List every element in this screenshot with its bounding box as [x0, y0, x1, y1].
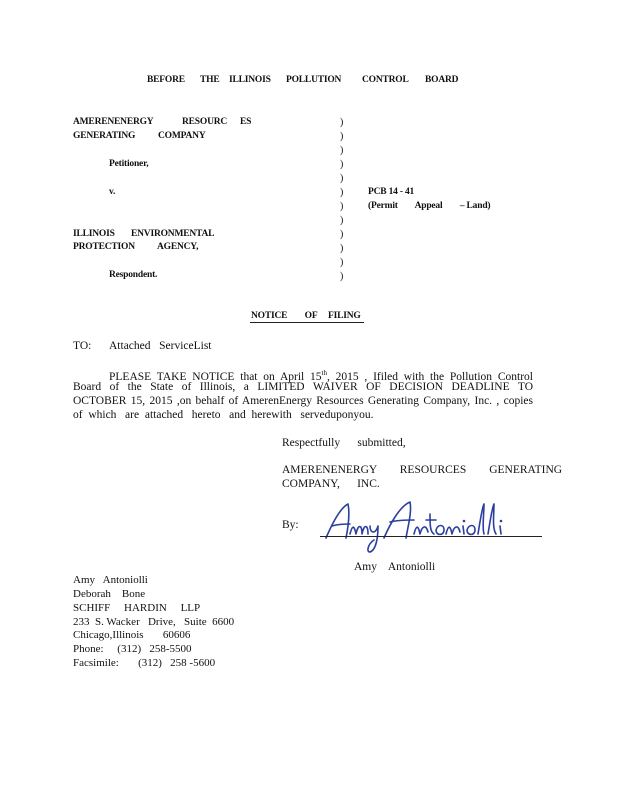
paren: ) — [340, 257, 344, 268]
respondent-word: PROTECTION — [73, 242, 135, 252]
caption-word: THE — [200, 75, 220, 85]
petitioner-word: COMPANY — [158, 131, 206, 141]
paren: ) — [340, 159, 344, 170]
paren: ) — [340, 271, 344, 282]
caption-word: POLLUTION — [286, 75, 342, 85]
counsel-name: Deborah Bone — [73, 588, 146, 600]
notice-title: NOTICE OF FILING — [251, 311, 361, 321]
caption-word: CONTROL — [362, 75, 409, 85]
counsel-name: Amy Antoniolli — [73, 574, 148, 586]
paren: ) — [340, 173, 344, 184]
company-line-2: COMPANY, INC. — [282, 478, 380, 490]
counsel-firm: SCHIFF HARDIN LLP — [73, 602, 201, 614]
body-line: OCTOBER 15, 2015 ,on behalf of AmerenEnergy Resources Generating Company, Inc. , copies — [73, 395, 533, 407]
caption-word: BOARD — [425, 75, 459, 85]
paren: ) — [340, 215, 344, 226]
notice-title-underline — [250, 322, 364, 323]
signature-image — [318, 494, 528, 556]
caption-title — [0, 75, 618, 89]
counsel-street: 233 S. Wacker Drive, Suite 6600 — [73, 616, 235, 628]
counsel-fax: Facsimile: (312) 258 -5600 — [73, 657, 216, 669]
signature-text: Amy Antoniolli — [318, 494, 325, 495]
petitioner-role: Petitioner, — [109, 159, 149, 169]
paren: ) — [340, 187, 344, 198]
paren: ) — [340, 131, 344, 142]
respondent-word: ENVIRONMENTAL — [131, 229, 215, 239]
body-line: PLEASE TAKE NOTICE that on April 15th, 2015 , Ifiled with the Pollution Control — [109, 369, 533, 383]
paren: ) — [340, 201, 344, 212]
caption-word: ILLINOIS — [229, 75, 271, 85]
company-line-1: AMERENENERGY RESOURCES GENERATING — [282, 464, 563, 476]
respondent-word: AGENCY, — [157, 242, 199, 252]
versus-label: v. — [109, 187, 116, 197]
respondent-word: ILLINOIS — [73, 229, 115, 239]
petitioner-line-1 — [73, 117, 153, 127]
case-type: (Permit Appeal – Land) — [368, 201, 491, 211]
signer-name: Amy Antoniolli — [354, 561, 436, 573]
petitioner-word: ES — [240, 117, 252, 127]
petitioner-word: AMERENENERGY — [73, 117, 154, 127]
body-line: of which are attached hereto and herewith serveduponyou. — [73, 409, 374, 421]
counsel-city: Chicago,Illinois 60606 — [73, 629, 191, 641]
respondent-role: Respondent. — [109, 270, 158, 280]
paren: ) — [340, 145, 344, 156]
respectfully-submitted: Respectfully submitted, — [282, 437, 406, 449]
to-label: TO: — [73, 340, 92, 352]
case-number: PCB 14 - 41 — [368, 187, 415, 197]
by-label: By: — [282, 519, 299, 531]
to-value: Attached ServiceList — [109, 340, 212, 352]
paren: ) — [340, 117, 344, 128]
paren: ) — [340, 229, 344, 240]
petitioner-word: RESOURC — [182, 117, 228, 127]
paren: ) — [340, 243, 344, 254]
counsel-phone: Phone: (312) 258-5500 — [73, 643, 192, 655]
body-line: Board of the State of Illinois, a LIMITED WAIVER OF DECISION DEADLINE TO — [73, 381, 533, 393]
caption-word: BEFORE — [147, 75, 185, 85]
signature-line — [320, 536, 542, 537]
petitioner-word: GENERATING — [73, 131, 136, 141]
